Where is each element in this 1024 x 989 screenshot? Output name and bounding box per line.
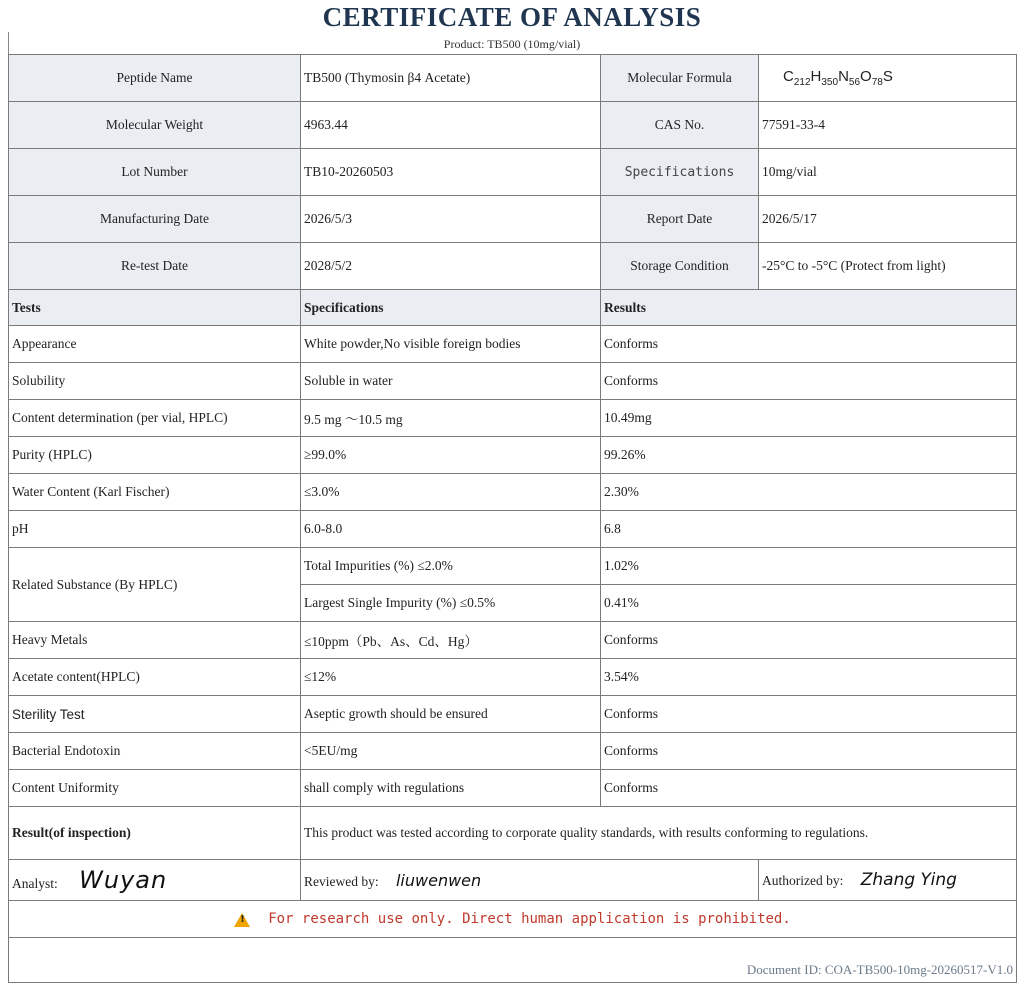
document-id: Document ID: COA-TB500-10mg-20260517-V1.0 (9, 938, 1017, 983)
table-row (9, 437, 1017, 474)
test-result: Conforms (601, 622, 1017, 659)
report-label: Report Date (601, 196, 759, 243)
reviewed-label: Reviewed by: (304, 873, 379, 889)
table-row (9, 474, 1017, 511)
tests-header: Tests (9, 290, 301, 326)
test-name: Sterility Test (9, 696, 301, 733)
info-row-dates (9, 196, 1017, 243)
reviewed-cell (301, 860, 759, 901)
warning-text: For research use only. Direct human application is prohibited. (268, 911, 791, 927)
test-name: Heavy Metals (9, 622, 301, 659)
test-spec: <5EU/mg (301, 733, 601, 770)
table-row-related (9, 548, 1017, 585)
test-result: 3.54% (601, 659, 1017, 696)
cas-label: CAS No. (601, 102, 759, 149)
results-header: Results (601, 290, 1017, 326)
info-row-mw (9, 102, 1017, 149)
test-spec: White powder,No visible foreign bodies (301, 326, 601, 363)
authorized-label: Authorized by: (762, 873, 844, 888)
inspection-text: This product was tested according to corporate quality standards, with results conforming to regulations. (301, 807, 1017, 860)
related-spec-total: Total Impurities (%) ≤2.0% (301, 548, 601, 585)
table-row (9, 363, 1017, 400)
authorized-signature: Zhang Ying (860, 870, 957, 890)
authorized-cell (759, 860, 1017, 901)
test-spec: 9.5 mg ～10.5 mg (301, 400, 601, 437)
peptide-name-label: Peptide Name (9, 55, 301, 102)
storage-label: Storage Condition (601, 243, 759, 290)
info-row-retest (9, 243, 1017, 290)
mw-value: 4963.44 (301, 102, 601, 149)
test-spec: shall comply with regulations (301, 770, 601, 807)
info-row-peptide (9, 55, 1017, 102)
mfg-label: Manufacturing Date (9, 196, 301, 243)
test-name: pH (9, 511, 301, 548)
analyst-signature: Wuyan (79, 866, 168, 894)
test-name: Content Uniformity (9, 770, 301, 807)
specifications-header: Specifications (301, 290, 601, 326)
spec-label: Specifications (601, 149, 759, 196)
report-value: 2026/5/17 (759, 196, 1017, 243)
formula-value: $C_{212}H_{350}N_{56}O_{78}S$ (759, 55, 1017, 102)
related-result-total: 1.02% (601, 548, 1017, 585)
test-spec: Aseptic growth should be ensured (301, 696, 601, 733)
table-row (9, 400, 1017, 437)
warning-icon (234, 913, 250, 927)
test-result: Conforms (601, 770, 1017, 807)
test-name: Bacterial Endotoxin (9, 733, 301, 770)
test-spec: 6.0-8.0 (301, 511, 601, 548)
product-subtitle: Product: TB500 (10mg/vial) (443, 37, 581, 51)
analyst-cell (9, 860, 301, 901)
table-row (9, 511, 1017, 548)
coa-table (8, 54, 1017, 983)
lot-label: Lot Number (9, 149, 301, 196)
table-row (9, 326, 1017, 363)
test-result: 6.8 (601, 511, 1017, 548)
test-result: 10.49mg (601, 400, 1017, 437)
analyst-label: Analyst: (12, 876, 58, 891)
info-row-lot (9, 149, 1017, 196)
table-row (9, 622, 1017, 659)
peptide-name-value: TB500 (Thymosin β4 Acetate) (301, 55, 601, 102)
table-row (9, 659, 1017, 696)
test-spec: ≤10ppm（Pb、As、Cd、Hg） (301, 622, 601, 659)
test-result: Conforms (601, 696, 1017, 733)
test-result: 2.30% (601, 474, 1017, 511)
retest-value: 2028/5/2 (301, 243, 601, 290)
table-row (9, 770, 1017, 807)
test-result: Conforms (601, 363, 1017, 400)
test-name: Appearance (9, 326, 301, 363)
test-spec: Soluble in water (301, 363, 601, 400)
lot-value: TB10-20260503 (301, 149, 601, 196)
tests-header-row (9, 290, 1017, 326)
formula-label: Molecular Formula (601, 55, 759, 102)
inspection-row (9, 807, 1017, 860)
test-spec: ≥99.0% (301, 437, 601, 474)
mfg-value: 2026/5/3 (301, 196, 601, 243)
document-id-row (9, 938, 1017, 983)
related-test-name: Related Substance (By HPLC) (9, 548, 301, 622)
test-name: Purity (HPLC) (9, 437, 301, 474)
warning-cell (9, 901, 1017, 938)
page-title: CERTIFICATE OF ANALYSIS (322, 2, 702, 32)
test-result: Conforms (601, 733, 1017, 770)
inspection-label: Result(of inspection) (9, 807, 301, 860)
test-spec: ≤3.0% (301, 474, 601, 511)
related-result-single: 0.41% (601, 585, 1017, 622)
reviewed-signature: liuwenwen (395, 870, 482, 890)
test-spec: ≤12% (301, 659, 601, 696)
spec-value: 10mg/vial (759, 149, 1017, 196)
related-spec-single: Largest Single Impurity (%) ≤0.5% (301, 585, 601, 622)
table-row (9, 696, 1017, 733)
test-result: 99.26% (601, 437, 1017, 474)
test-name: Content determination (per vial, HPLC) (9, 400, 301, 437)
signature-row (9, 860, 1017, 901)
test-name: Water Content (Karl Fischer) (9, 474, 301, 511)
test-name: Solubility (9, 363, 301, 400)
retest-label: Re-test Date (9, 243, 301, 290)
test-result: Conforms (601, 326, 1017, 363)
test-name: Acetate content(HPLC) (9, 659, 301, 696)
warning-row (9, 901, 1017, 938)
mw-label: Molecular Weight (9, 102, 301, 149)
storage-value: -25°C to -5°C (Protect from light) (759, 243, 1017, 290)
cas-value: 77591-33-4 (759, 102, 1017, 149)
table-row (9, 733, 1017, 770)
